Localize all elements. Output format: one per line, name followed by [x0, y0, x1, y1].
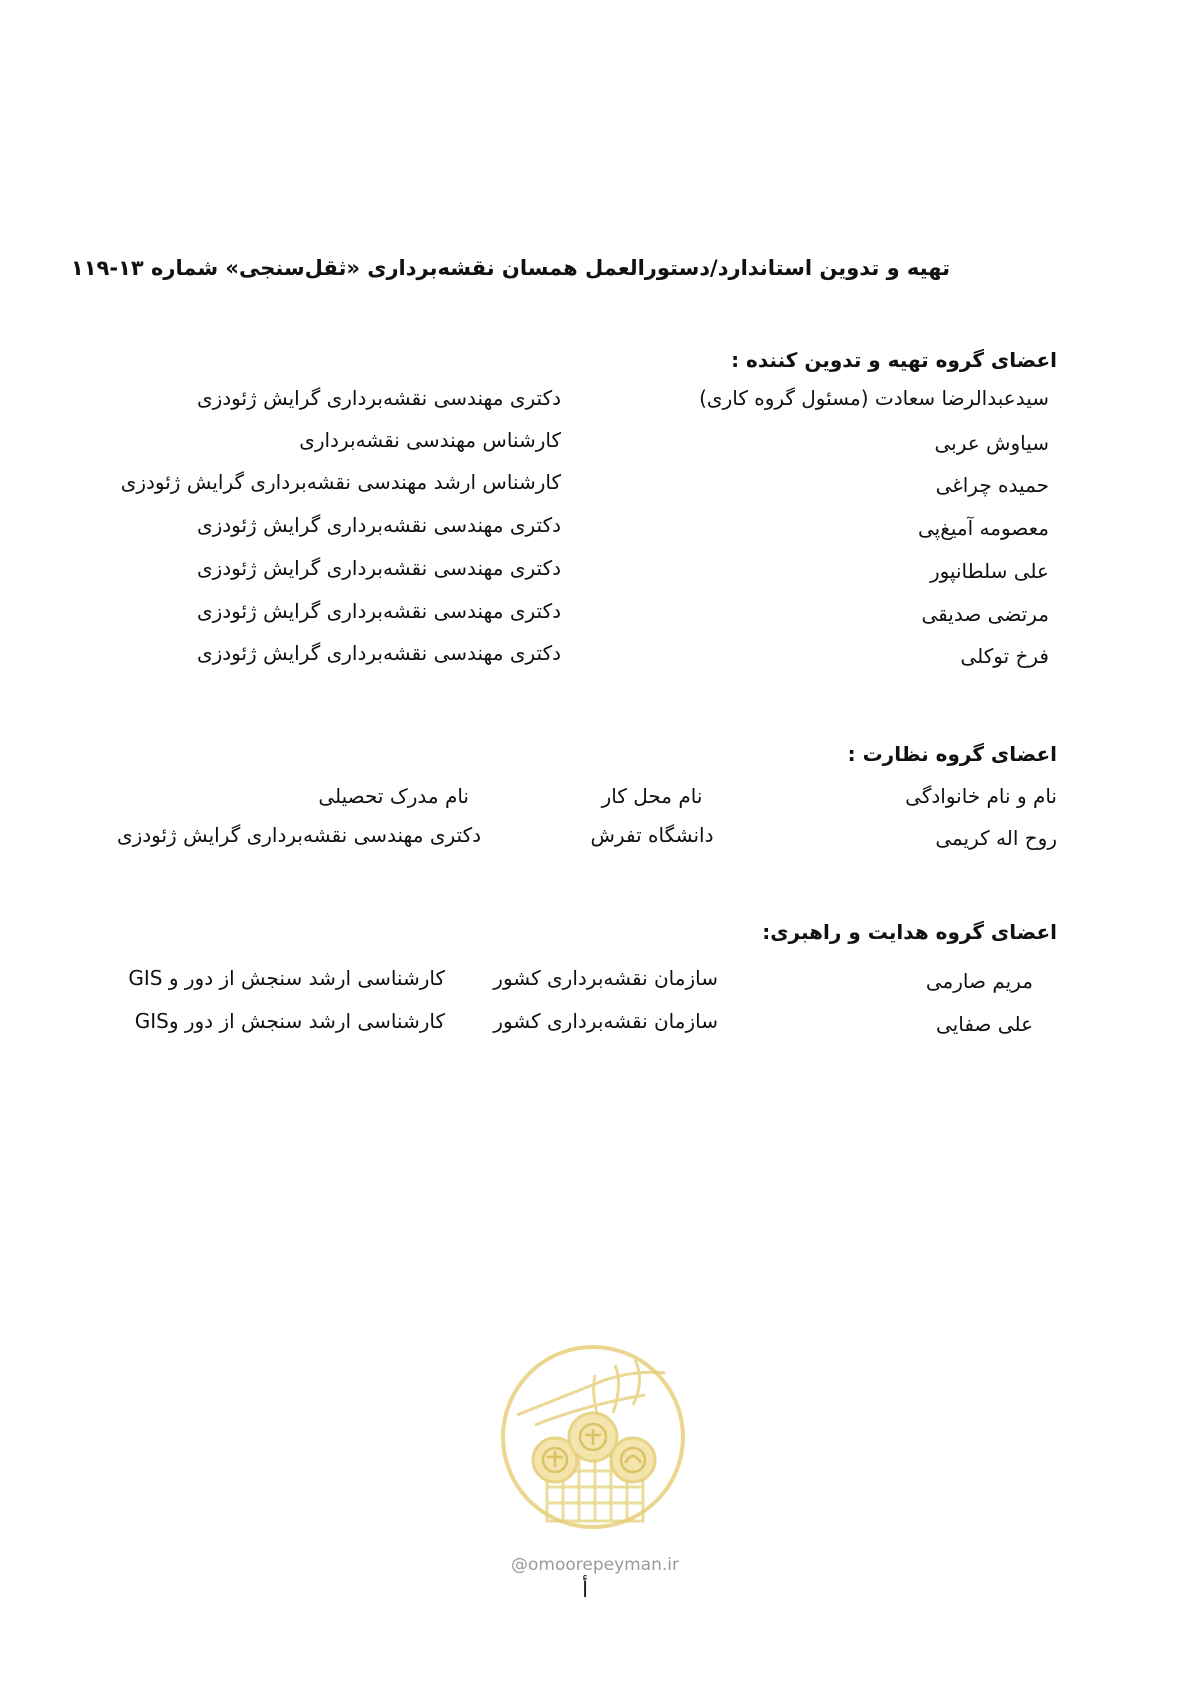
- supervisor-degree: دکتری مهندسی نقشه‌برداری گرایش ژئودزی: [116, 823, 481, 847]
- page-number: أ: [581, 1578, 589, 1603]
- preparer-degree: کارشناس ارشد مهندسی نقشه‌برداری گرایش ژئودزی: [120, 470, 561, 494]
- supervision-header-name: نام و نام خانوادگی: [905, 784, 1057, 808]
- preparer-name: سیاوش عربی: [934, 431, 1049, 455]
- watermark-website: @omoorepeyman.ir: [510, 1555, 680, 1575]
- supervisor-workplace: دانشگاه تفرش: [590, 823, 714, 847]
- watermark-logo-graphic: [495, 1325, 691, 1563]
- preparer-degree: دکتری مهندسی نقشه‌برداری گرایش ژئودزی: [196, 513, 561, 537]
- preparer-degree: دکتری مهندسی نقشه‌برداری گرایش ژئودزی: [196, 641, 561, 665]
- supervision-heading: اعضای گروه نظارت :: [847, 742, 1057, 766]
- guidance-heading: اعضای گروه هدایت و راهبری:: [762, 920, 1057, 944]
- preparer-degree: کارشناس مهندسی نقشه‌برداری: [299, 428, 561, 452]
- preparer-name: علی سلطانپور: [929, 559, 1049, 583]
- preparer-name: معصومه آمیغ‌پی: [917, 516, 1049, 540]
- supervision-header-degree: نام مدرک تحصیلی: [318, 784, 469, 808]
- preparer-degree: دکتری مهندسی نقشه‌برداری گرایش ژئودزی: [196, 599, 561, 623]
- preparers-heading: اعضای گروه تهیه و تدوین کننده :: [731, 348, 1057, 372]
- guidance-workplace: سازمان نقشه‌برداری کشور: [493, 1009, 718, 1033]
- document-title: تهیه و تدوین استاندارد/دستورالعمل همسان نقشه‌برداری «ثقل‌سنجی» شماره ۱۳-۱۱۹: [70, 256, 950, 280]
- preparer-name: مرتضی صدیقی: [921, 602, 1049, 626]
- guidance-name: مریم صارمی: [925, 969, 1033, 993]
- preparer-degree: دکتری مهندسی نقشه‌برداری گرایش ژئودزی: [196, 556, 561, 580]
- guidance-degree: کارشناسی ارشد سنجش از دور وGIS: [134, 1009, 445, 1033]
- preparer-degree: دکتری مهندسی نقشه‌برداری گرایش ژئودزی: [196, 386, 561, 410]
- preparer-name: سیدعبدالرضا سعادت (مسئول گروه کاری): [699, 386, 1049, 410]
- supervisor-name: روح اله کریمی: [935, 826, 1057, 850]
- guidance-degree: کارشناسی ارشد سنجش از دور و GIS: [128, 966, 445, 990]
- watermark-logo: [495, 1325, 691, 1563]
- guidance-workplace: سازمان نقشه‌برداری کشور: [493, 966, 718, 990]
- supervision-header-workplace: نام محل کار: [601, 784, 703, 808]
- preparer-name: فرخ توکلی: [960, 644, 1049, 668]
- preparer-name: حمیده چراغی: [935, 473, 1049, 497]
- guidance-name: علی صفایی: [935, 1012, 1033, 1036]
